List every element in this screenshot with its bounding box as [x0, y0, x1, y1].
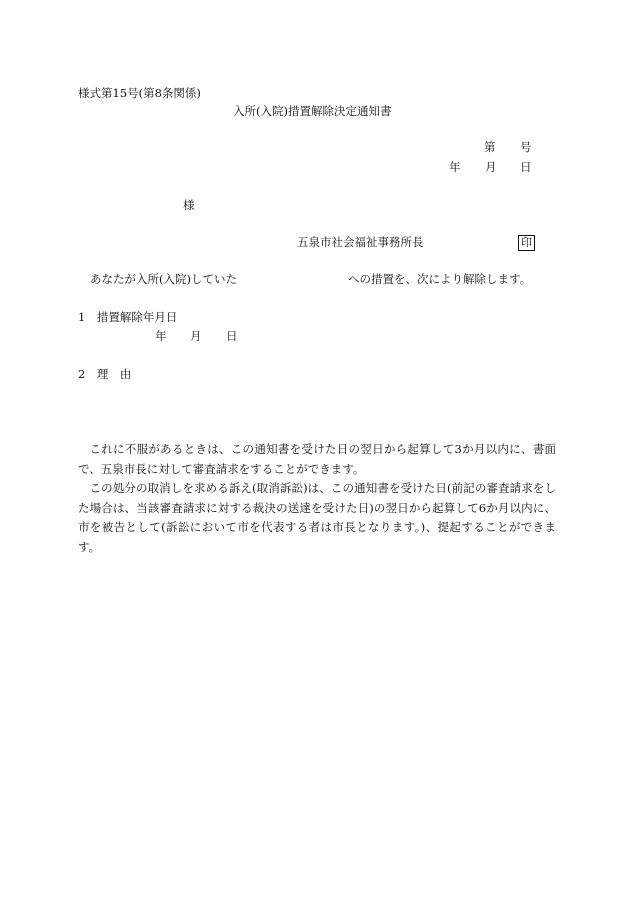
appeal-paragraph: これに不服があるときは、この通知書を受けた日の翌日から起算して3か月以内に、書面で、五泉市長に対して審査請求をすることができます。: [78, 442, 556, 476]
notice-lead: あなたが入所(入院)していた: [90, 272, 237, 286]
form-label: 様式第15号(第8条関係): [78, 86, 201, 100]
issuer-name: 五泉市社会福祉事務所長: [297, 235, 424, 249]
section1-day: 日: [226, 329, 238, 343]
section1-year: 年: [155, 329, 167, 343]
date-month: 月: [485, 160, 497, 174]
section2-heading: 2 理 由: [78, 367, 132, 381]
seal-mark: [518, 235, 535, 251]
page-title: 入所(入院)措置解除決定通知書: [233, 104, 392, 118]
doc-number-suffix: 号: [520, 140, 532, 154]
lawsuit-paragraph: この処分の取消しを求める訴え(取消訴訟)は、この通知書を受けた日(前記の審査請求をした場合は、当該審査請求に対する裁決の送達を受けた日)の翌日から起算して6か月以内に、市を被告として(訴訟において市を代表する者は市長となります。)、提起することができます。: [78, 481, 556, 554]
seal-icon: 印: [518, 235, 535, 251]
addressee-suffix: 様: [183, 198, 195, 212]
doc-number-prefix: 第: [484, 140, 496, 154]
section1-heading: 1 措置解除年月日: [78, 310, 178, 324]
date-year: 年: [449, 160, 461, 174]
date-day: 日: [520, 160, 532, 174]
section1-month: 月: [190, 329, 202, 343]
notice-tail: への措置を、次により解除します。: [348, 272, 532, 286]
